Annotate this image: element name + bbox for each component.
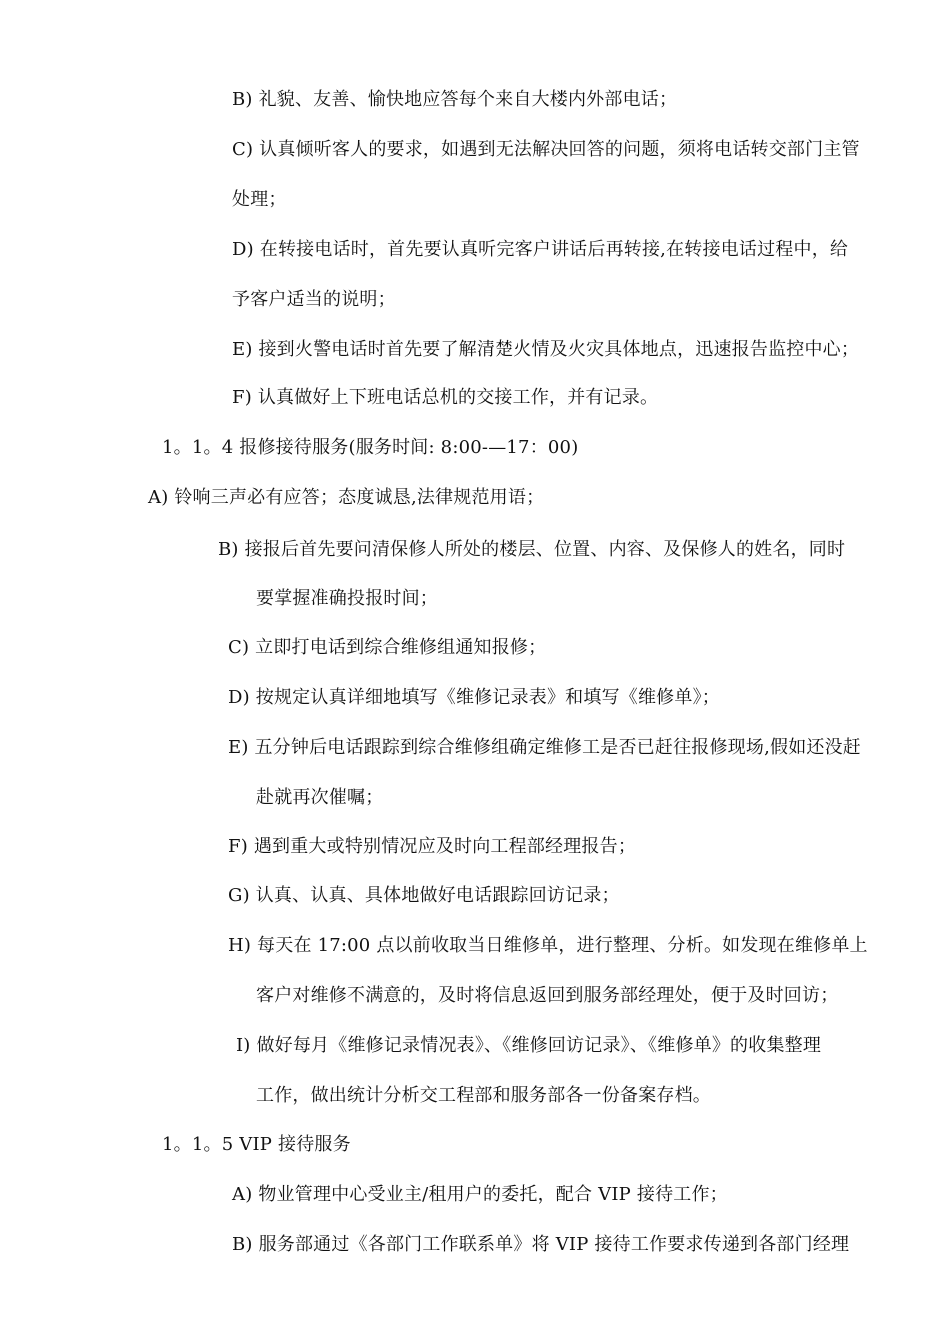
text-line: E) 五分钟后电话跟踪到综合维修组确定维修工是否已赶往报修现场,假如还没赶: [228, 737, 862, 758]
text-line: E) 接到火警电话时首先要了解清楚火情及火灾具体地点，迅速报告监控中心；: [232, 339, 860, 360]
text-line: 工作，做出统计分析交工程部和服务部各一份备案存档。: [256, 1085, 711, 1106]
text-line: I) 做好每月《维修记录情况表》、《维修回访记录》、《维修单》的收集整理: [236, 1035, 822, 1056]
text-line: D) 按规定认真详细地填写《维修记录表》和填写《维修单》；: [228, 687, 720, 708]
text-line: A) 物业管理中心受业主/租用户的委托，配合 VIP 接待工作；: [232, 1184, 728, 1205]
text-line: F) 认真做好上下班电话总机的交接工作，并有记录。: [232, 387, 659, 408]
text-line: A) 铃响三声必有应答；态度诚恳,法律规范用语；: [148, 487, 545, 508]
text-line: 予客户适当的说明；: [232, 289, 396, 310]
text-line: 客户对维修不满意的，及时将信息返回到服务部经理处，便于及时回访；: [256, 985, 839, 1006]
text-line: H) 每天在 17:00 点以前收取当日维修单，进行整理、分析。如发现在维修单上: [228, 935, 868, 956]
text-line: C) 认真倾听客人的要求，如遇到无法解决回答的问题，须将电话转交部门主管: [232, 139, 860, 160]
text-line: B) 礼貌、友善、愉快地应答每个来自大楼内外部电话；: [232, 89, 678, 110]
text-line: B) 接报后首先要问清保修人所处的楼层、位置、内容、及保修人的姓名，同时: [218, 539, 846, 560]
text-line: D) 在转接电话时，首先要认真听完客户讲话后再转接,在转接电话过程中，给: [232, 239, 849, 260]
section-heading: 1。1。5 VIP 接待服务: [162, 1134, 351, 1155]
text-line: 赴就再次催嘱；: [256, 787, 384, 808]
text-line: F) 遇到重大或特别情况应及时向工程部经理报告；: [228, 836, 637, 857]
text-line: 处理；: [232, 189, 287, 210]
text-line: B) 服务部通过《各部门工作联系单》将 VIP 接待工作要求传递到各部门经理: [232, 1234, 850, 1255]
text-line: 要掌握准确投报时间；: [256, 588, 438, 609]
text-line: C) 立即打电话到综合维修组通知报修；: [228, 637, 547, 658]
text-line: G) 认真、认真、具体地做好电话跟踪回访记录；: [228, 885, 620, 906]
section-heading: 1。1。4 报修接待服务(服务时间: 8:00-—17：00): [162, 437, 579, 458]
